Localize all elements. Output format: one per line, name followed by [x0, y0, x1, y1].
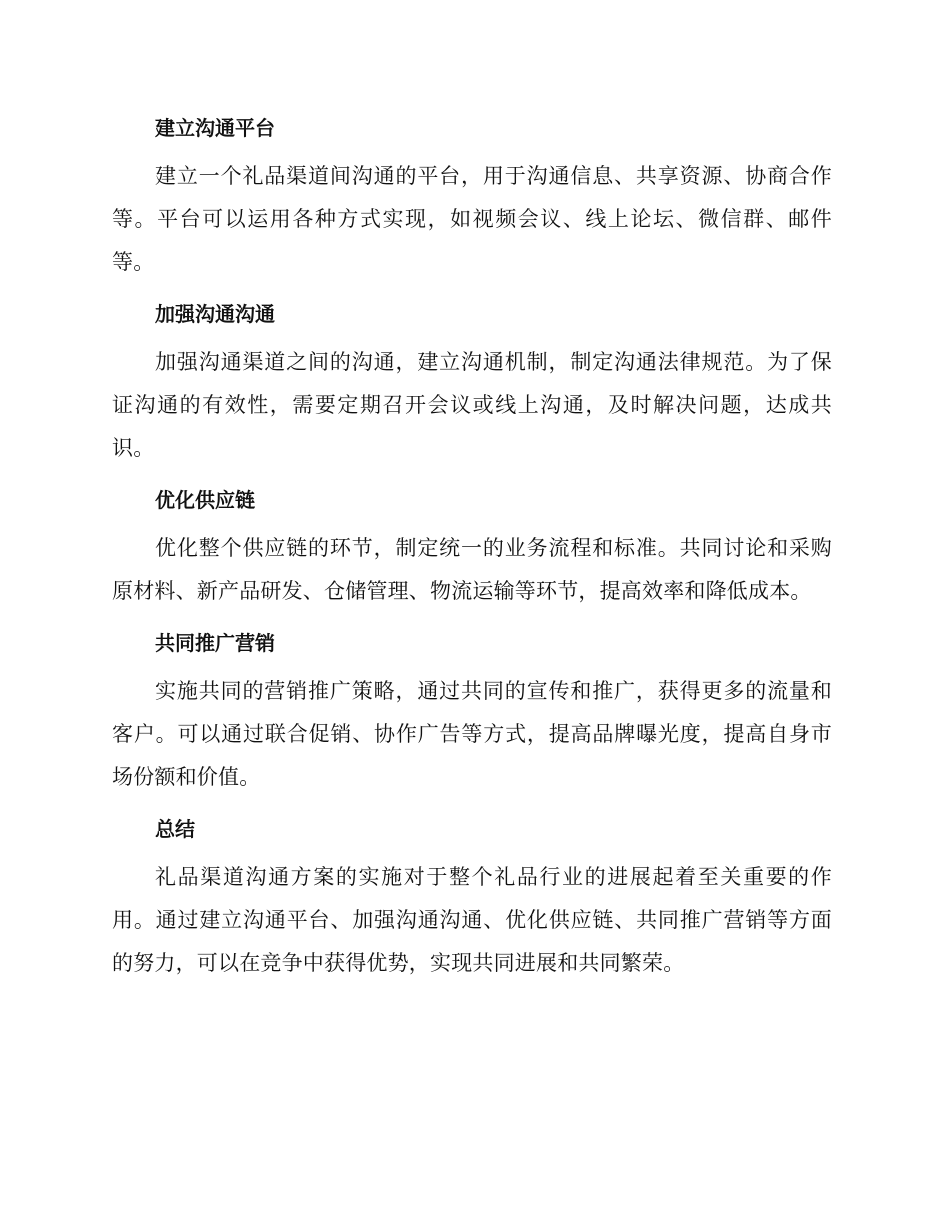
section-paragraph: 加强沟通渠道之间的沟通，建立沟通机制，制定沟通法律规范。为了保证沟通的有效性，需要定期召开会议或线上沟通，及时解决问题，达成共识。 [112, 350, 832, 460]
section-paragraph: 建立一个礼品渠道间沟通的平台，用于沟通信息、共享资源、协商合作等。平台可以运用各种方式实现，如视频会议、线上论坛、微信群、邮件等。 [112, 164, 832, 274]
section-heading: 共同推广营销 [155, 631, 275, 655]
section-paragraph: 实施共同的营销推广策略，通过共同的宣传和推广，获得更多的流量和客户。可以通过联合促销、协作广告等方式，提高品牌曝光度，提高自身市场份额和价值。 [112, 679, 832, 789]
document-body [112, 108, 832, 995]
section-paragraph: 礼品渠道沟通方案的实施对于整个礼品行业的进展起着至关重要的作用。通过建立沟通平台、加强沟通沟通、优化供应链、共同推广营销等方面的努力，可以在竞争中获得优势，实现共同进展和共同繁荣。 [112, 865, 832, 975]
section-marketing [112, 623, 832, 799]
section-heading: 总结 [155, 817, 195, 841]
section-heading: 优化供应链 [155, 488, 255, 512]
section-communication [112, 294, 832, 470]
section-heading: 建立沟通平台 [155, 116, 275, 140]
section-heading: 加强沟通沟通 [155, 302, 275, 326]
section-paragraph: 优化整个供应链的环节，制定统一的业务流程和标准。共同讨论和采购原材料、新产品研发、仓储管理、物流运输等环节，提高效率和降低成本。 [112, 536, 832, 603]
section-platform [112, 108, 832, 284]
section-summary [112, 809, 832, 985]
section-supply-chain [112, 480, 832, 613]
